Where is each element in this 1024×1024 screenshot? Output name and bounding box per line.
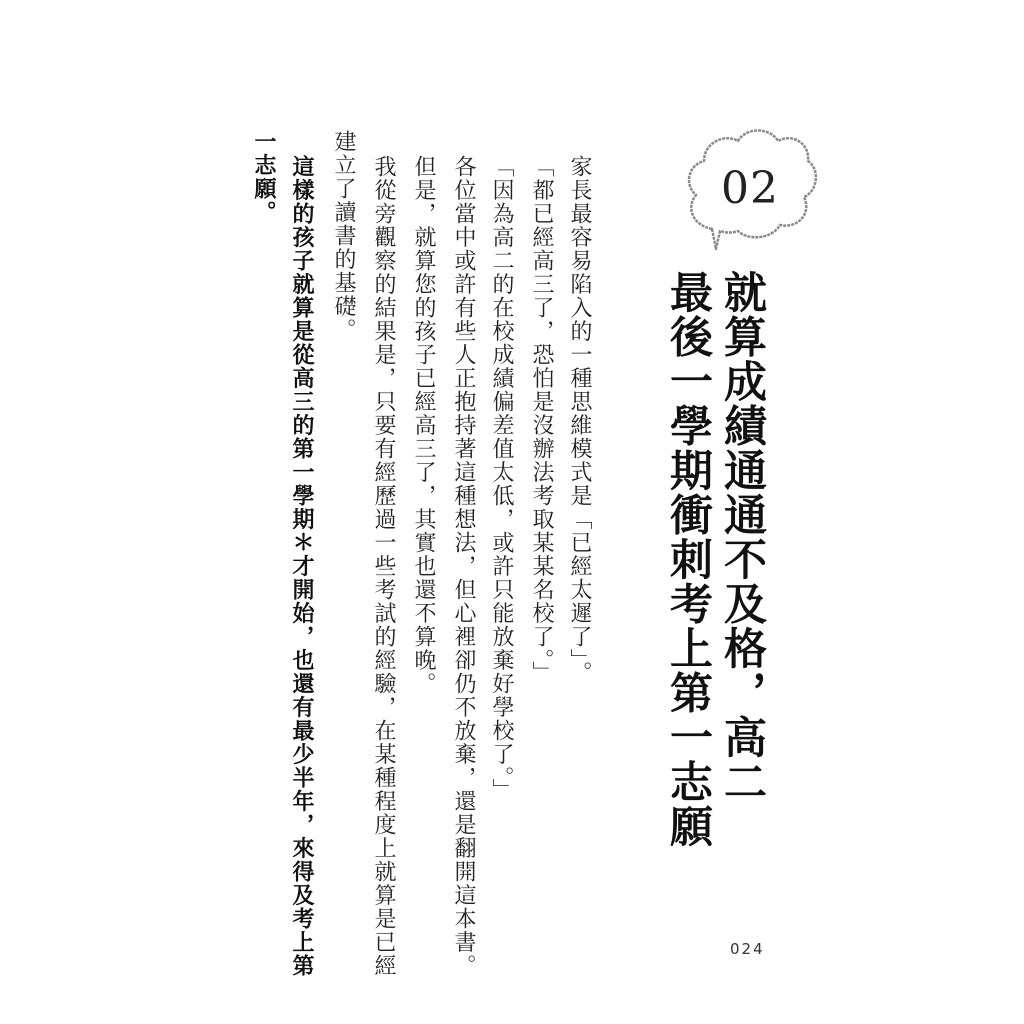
paragraph-4: 各位當中或許有些人正抱持著這種想法，但心裡卻仍不放棄，還是翻開這本書。 bbox=[451, 155, 476, 978]
title-line-1: 就算成績通通不及格，高二 bbox=[717, 270, 767, 804]
chapter-number: 02 bbox=[721, 163, 779, 214]
paragraph-6-line-2: 建立了讀書的基礎。 bbox=[331, 130, 356, 342]
paragraph-3: 「因為高二的在校成績偏差值太低，或許只能放棄好學校了。」 bbox=[489, 155, 514, 802]
title-line-2: 最後一學期衝刺考上第一志願 bbox=[663, 270, 713, 849]
paragraph-2: 「都已經高三了，恐怕是沒辦法考取某某名校了。」 bbox=[529, 155, 554, 685]
paragraph-1: 家長最容易陷入的一種思維模式是「已經太遲了」。 bbox=[567, 155, 592, 685]
page-number: 024 bbox=[730, 940, 765, 958]
chapter-badge bbox=[680, 125, 820, 255]
paragraph-5: 但是，就算您的孩子已經高三了，其實也還不算晚。 bbox=[411, 155, 436, 696]
paragraph-7-line-1: 這樣的孩子就算是從高三的第一學期＊才開始，也還有最少半年，來得及考上第 bbox=[289, 155, 314, 978]
paragraph-6-line-1: 我從旁觀察的結果是，只要有經歷過一些考試的經驗，在某種程度上就算是已經 bbox=[371, 155, 396, 978]
paragraph-7-line-2: 一志願。 bbox=[251, 130, 276, 224]
